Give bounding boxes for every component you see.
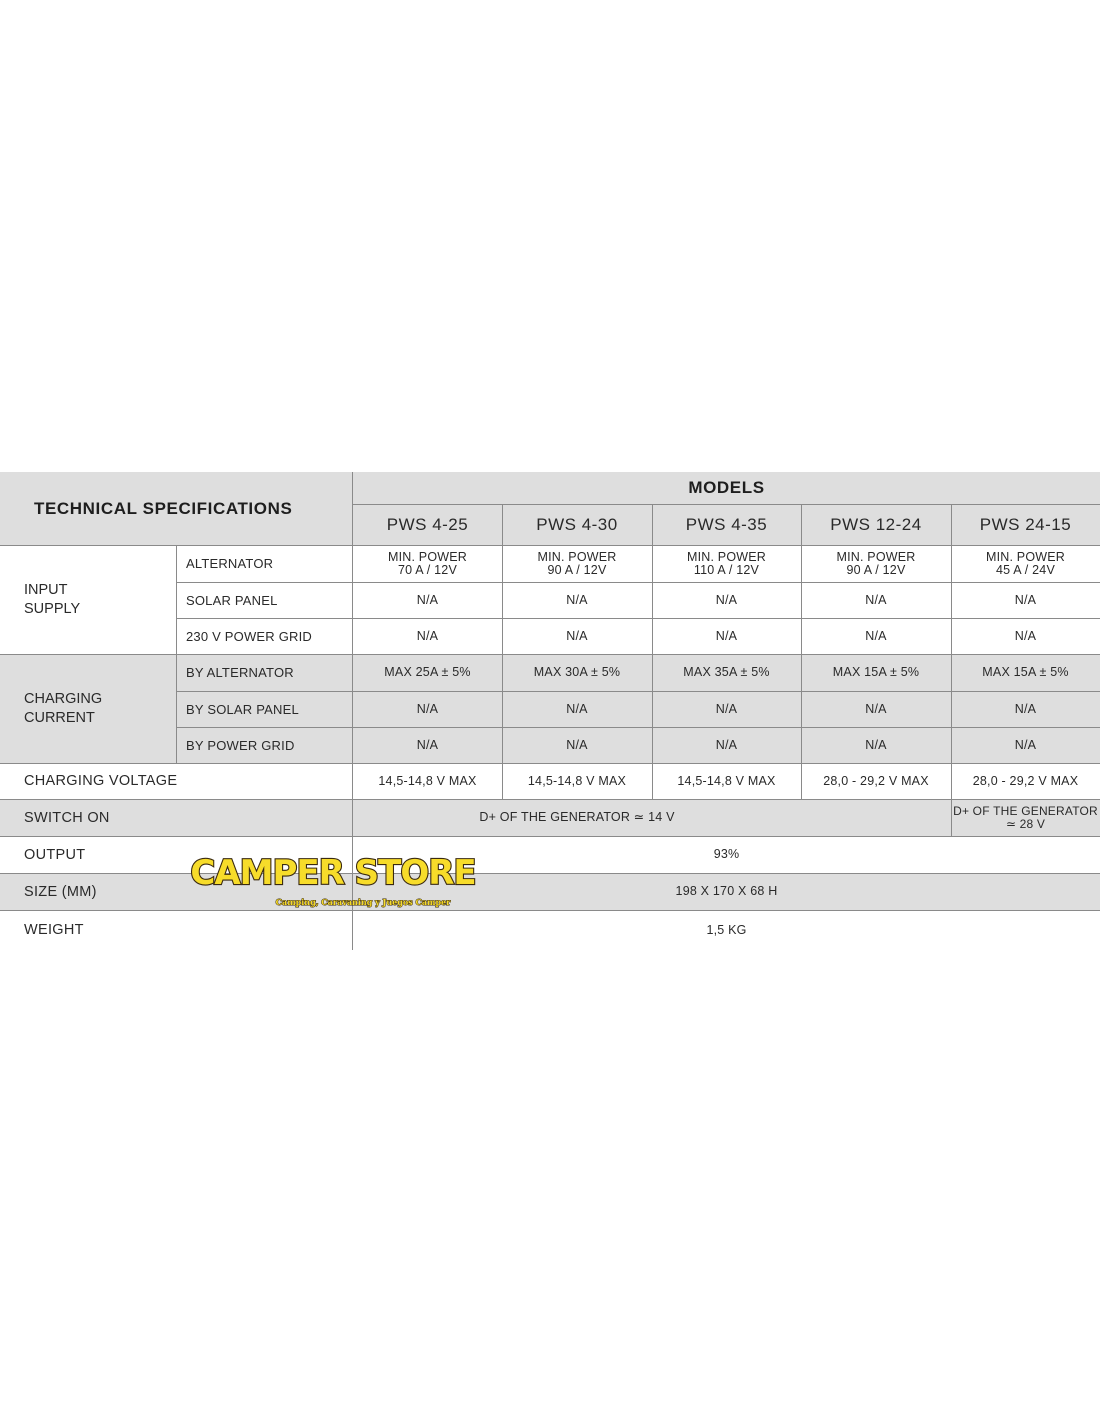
- value-cell: N/A: [416, 592, 439, 607]
- value-cell: N/A: [1014, 592, 1037, 607]
- size-label: SIZE (MM): [24, 883, 97, 900]
- divider: [0, 799, 1100, 800]
- divider: [652, 505, 653, 799]
- weight-label: WEIGHT: [24, 922, 84, 938]
- model-header: PWS 24-15: [979, 515, 1072, 534]
- value-cell: N/A: [566, 592, 588, 607]
- value-cell: N/A: [715, 628, 738, 643]
- row-label-by-solar-panel: BY SOLAR PANEL: [186, 701, 299, 717]
- switch-on-label: SWITCH ON: [24, 809, 110, 826]
- value-cell: MAX 25A ± 5%: [384, 665, 471, 679]
- weight-value: 1,5 KG: [706, 922, 747, 937]
- divider: [176, 545, 177, 763]
- model-header: PWS 12-24: [830, 515, 922, 534]
- row-label-by-alternator: BY ALTERNATOR: [186, 665, 294, 680]
- logo-wordmark: CAMPER STORE: [190, 853, 476, 893]
- divider: [502, 505, 503, 799]
- value-cell: MIN. POWER 110 A / 12V: [686, 549, 767, 577]
- divider: [0, 545, 1100, 546]
- charging-voltage-label: CHARGING VOLTAGE: [24, 773, 178, 789]
- value-cell: N/A: [566, 737, 588, 752]
- technical-specifications-table: [0, 472, 1100, 950]
- value-cell: N/A: [865, 592, 887, 607]
- divider: [0, 836, 1100, 837]
- value-cell: MIN. POWER 90 A / 12V: [537, 549, 617, 577]
- output-label: OUTPUT: [24, 846, 86, 863]
- value-cell: 28,0 - 29,2 V MAX: [823, 773, 929, 788]
- value-cell: N/A: [1014, 737, 1037, 752]
- value-cell: N/A: [865, 628, 887, 643]
- value-cell: 14,5-14,8 V MAX: [527, 773, 627, 788]
- switch-on-value-24v: D+ OF THE GENERATOR ≃ 28 V: [953, 803, 1098, 831]
- divider: [176, 691, 1100, 692]
- value-cell: N/A: [865, 701, 887, 716]
- divider: [176, 727, 1100, 728]
- divider: [176, 618, 1100, 619]
- value-cell: N/A: [715, 701, 738, 716]
- row-label-by-power-grid: BY POWER GRID: [186, 737, 295, 753]
- value-cell: MIN. POWER 70 A / 12V: [387, 549, 468, 577]
- value-cell: N/A: [1014, 628, 1037, 643]
- divider: [0, 763, 1100, 764]
- value-cell: MIN. POWER 90 A / 12V: [836, 549, 916, 577]
- value-cell: N/A: [566, 628, 588, 643]
- table-title: TECHNICAL SPECIFICATIONS: [34, 498, 293, 518]
- model-header: PWS 4-30: [536, 515, 618, 534]
- value-cell: N/A: [1014, 701, 1037, 716]
- size-value: 198 X 170 X 68 H: [675, 884, 778, 898]
- value-cell: 14,5-14,8 V MAX: [677, 773, 776, 788]
- divider: [0, 654, 1100, 655]
- value-cell: MAX 15A ± 5%: [982, 665, 1069, 679]
- switch-on-value-12v: D+ OF THE GENERATOR ≃ 14 V: [479, 810, 675, 824]
- value-cell: N/A: [566, 701, 588, 716]
- value-cell: N/A: [416, 701, 439, 716]
- value-cell: MAX 35A ± 5%: [683, 665, 770, 679]
- value-cell: MIN. POWER 45 A / 24V: [985, 549, 1066, 577]
- camper-store-logo: [190, 842, 476, 912]
- row-label-power-grid: 230 V POWER GRID: [186, 628, 313, 644]
- divider: [176, 582, 1100, 583]
- value-cell: N/A: [715, 592, 738, 607]
- divider: [951, 505, 952, 836]
- value-cell: N/A: [416, 628, 439, 643]
- output-value: 93%: [713, 847, 740, 861]
- model-header: PWS 4-25: [386, 515, 469, 534]
- value-cell: 28,0 - 29,2 V MAX: [972, 773, 1079, 788]
- value-cell: N/A: [416, 737, 439, 752]
- charging-current-label: CHARGING CURRENT: [24, 690, 103, 726]
- divider: [0, 873, 1100, 874]
- model-header: PWS 4-35: [685, 515, 768, 534]
- row-label-solar-panel: SOLAR PANEL: [186, 592, 278, 608]
- divider: [801, 505, 802, 799]
- row-label-alternator: ALTERNATOR: [186, 556, 274, 571]
- input-supply-label: INPUT SUPPLY: [24, 581, 81, 617]
- divider: [353, 504, 1100, 505]
- value-cell: MAX 15A ± 5%: [832, 665, 920, 679]
- value-cell: N/A: [715, 737, 738, 752]
- value-cell: N/A: [865, 737, 887, 752]
- divider: [0, 910, 1100, 911]
- value-cell: 14,5-14,8 V MAX: [378, 773, 477, 788]
- models-heading: MODELS: [688, 478, 765, 497]
- logo-tagline: Camping, Caravaning y Juegos Camper: [275, 897, 451, 907]
- value-cell: MAX 30A ± 5%: [533, 665, 621, 679]
